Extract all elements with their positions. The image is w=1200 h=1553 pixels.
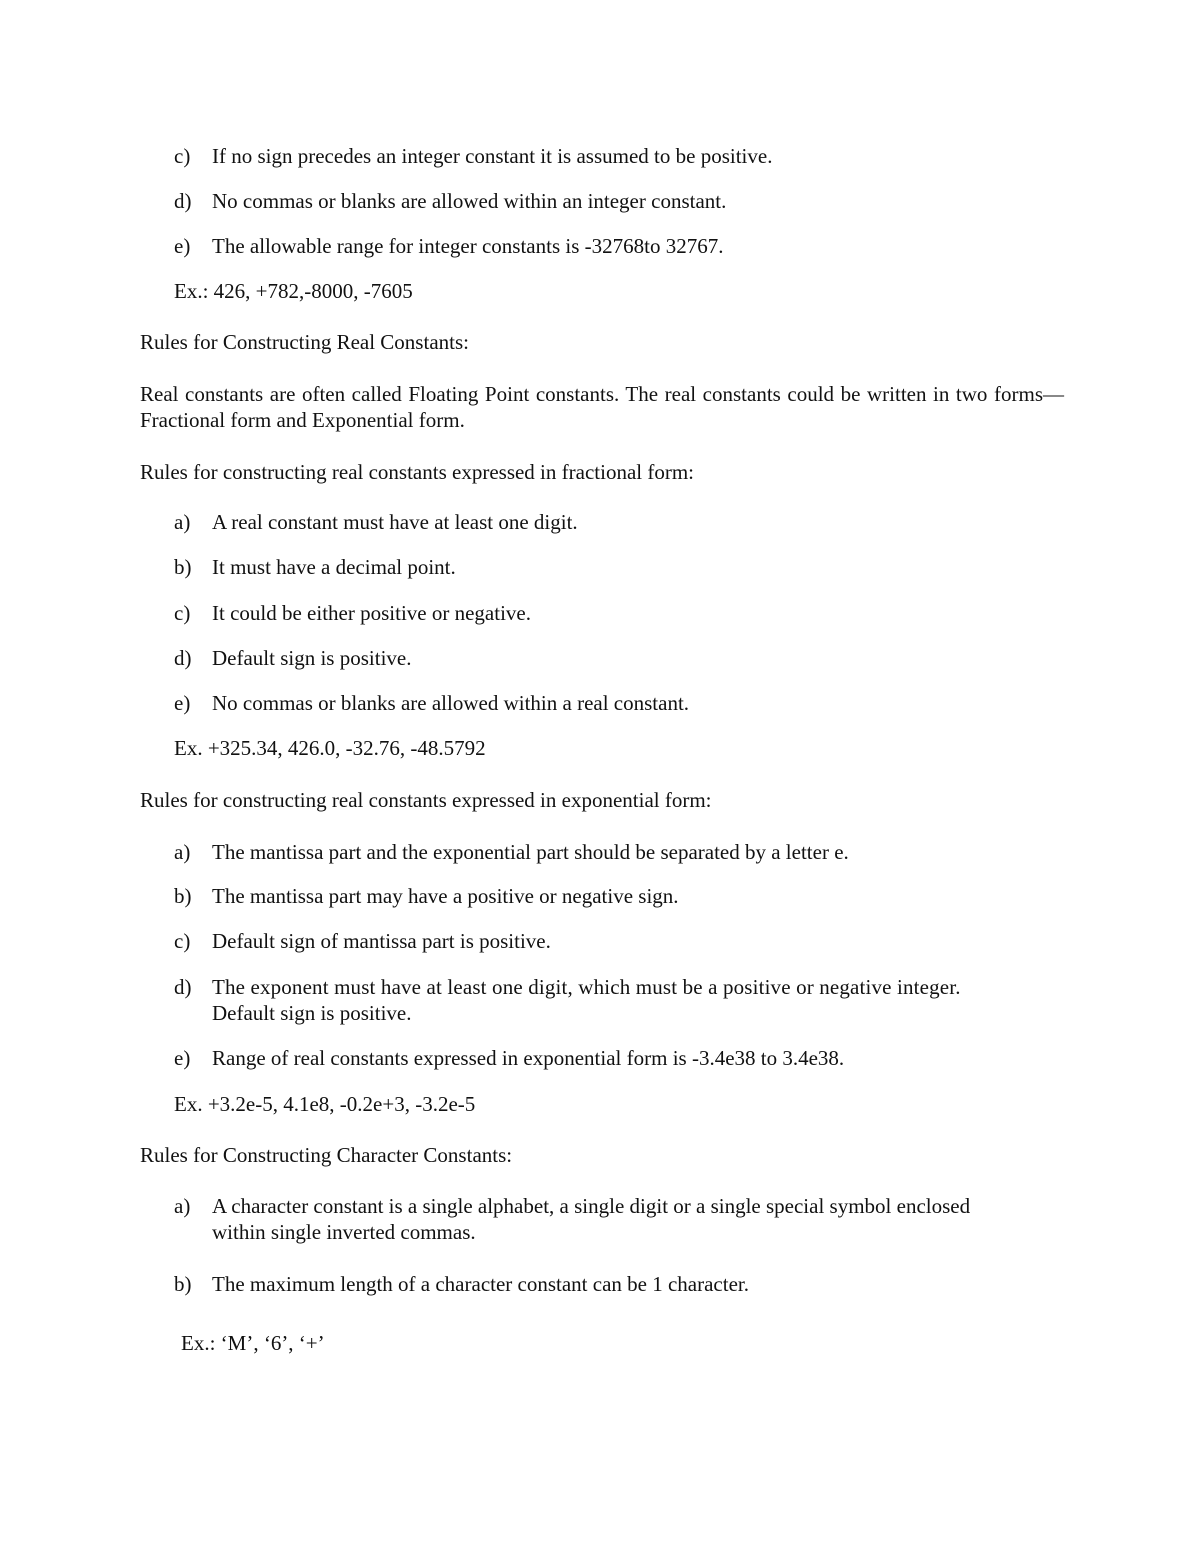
list-item-text: It must have a decimal point. xyxy=(212,555,456,579)
fractional-example: Ex. +325.34, 426.0, -32.76, -48.5792 xyxy=(174,736,486,760)
list-item-text: A character constant is a single alphabet, a single digit or a single special symbol enclosed xyxy=(212,1194,971,1218)
list-item-text: It could be either positive or negative. xyxy=(212,601,531,625)
list-marker: c) xyxy=(174,601,191,625)
list-marker: e) xyxy=(174,234,191,258)
list-item-text: No commas or blanks are allowed within a real constant. xyxy=(212,691,690,715)
character-heading: Rules for Constructing Character Constants: xyxy=(140,1143,513,1167)
list-item-text: A real constant must have at least one digit. xyxy=(212,510,578,534)
list-marker: c) xyxy=(174,144,191,168)
list-item-continuation: Default sign is positive. xyxy=(212,1001,412,1025)
exponential-example: Ex. +3.2e-5, 4.1e8, -0.2e+3, -3.2e-5 xyxy=(174,1092,476,1116)
list-item-text: The mantissa part may have a positive or negative sign. xyxy=(212,884,679,908)
real-heading: Rules for Constructing Real Constants: xyxy=(140,330,469,354)
list-marker: b) xyxy=(174,1272,192,1296)
character-example: Ex.: ‘M’, ‘6’, ‘+’ xyxy=(181,1331,325,1355)
real-intro-paragraph: Real constants are often called Floating Point constants. The real constants could be written in two forms—Fractional form and Exponential form. xyxy=(140,382,1064,432)
list-marker: e) xyxy=(174,1046,191,1070)
list-marker: a) xyxy=(174,840,191,864)
list-marker: d) xyxy=(174,975,192,999)
list-item-text: The exponent must have at least one digit, which must be a positive or negative integer. xyxy=(212,975,961,999)
fractional-heading: Rules for constructing real constants expressed in fractional form: xyxy=(140,460,694,484)
list-marker: b) xyxy=(174,884,192,908)
list-item-text: Range of real constants expressed in exponential form is -3.4e38 to 3.4e38. xyxy=(212,1046,845,1070)
list-marker: e) xyxy=(174,691,191,715)
list-item-continuation: within single inverted commas. xyxy=(212,1220,476,1244)
list-marker: c) xyxy=(174,929,191,953)
list-item-text: The maximum length of a character constant can be 1 character. xyxy=(212,1272,749,1296)
list-item-text: Default sign of mantissa part is positive. xyxy=(212,929,551,953)
list-item-text: The allowable range for integer constants is -32768to 32767. xyxy=(212,234,724,258)
list-item-text: No commas or blanks are allowed within an integer constant. xyxy=(212,189,727,213)
integer-example: Ex.: 426, +782,-8000, -7605 xyxy=(174,279,413,303)
list-marker: b) xyxy=(174,555,192,579)
list-marker: d) xyxy=(174,646,192,670)
exponential-heading: Rules for constructing real constants expressed in exponential form: xyxy=(140,788,712,812)
list-item-text: The mantissa part and the exponential part should be separated by a letter e. xyxy=(212,840,849,864)
list-marker: a) xyxy=(174,1194,191,1218)
list-marker: d) xyxy=(174,189,192,213)
list-item-text: Default sign is positive. xyxy=(212,646,412,670)
list-item-text: If no sign precedes an integer constant it is assumed to be positive. xyxy=(212,144,773,168)
list-marker: a) xyxy=(174,510,191,534)
